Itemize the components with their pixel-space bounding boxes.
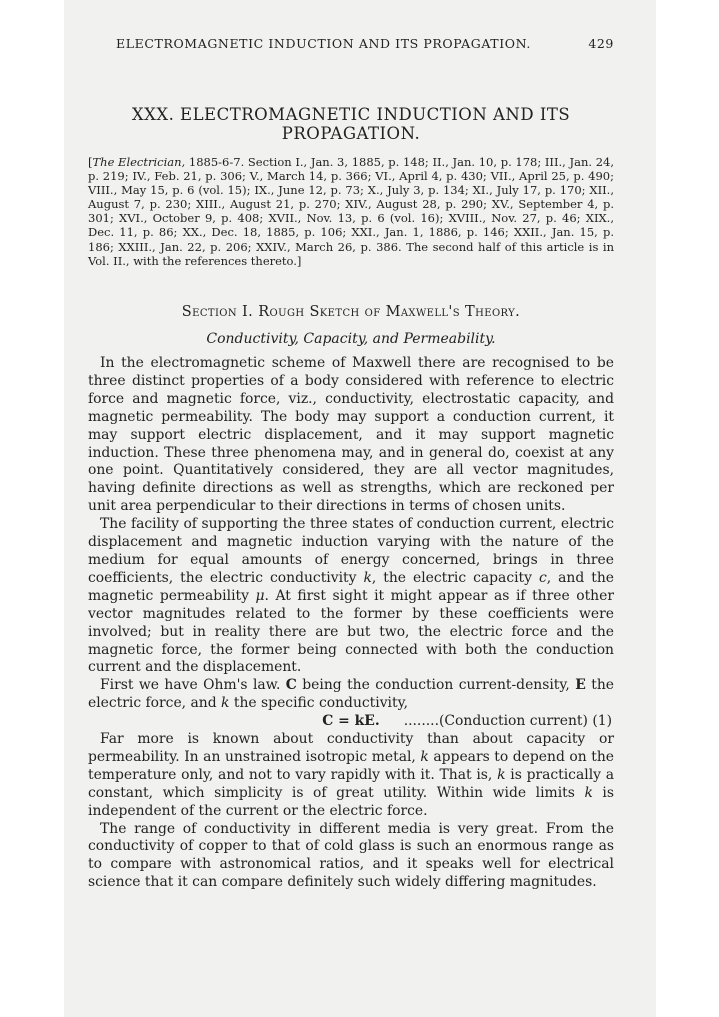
references-text: 1885-6-7. Section I., Jan. 3, 1885, p. 148; II., Jan. 10, p. 178; III., Jan. 24, p. 219; IV., Feb. 21, p. 306; V., March 14, p. 366; VI., April 4, p. 430; VII., April 25, p. 490; VIII., May 15, p. 6 (vol. 15); IX., June 12, p. 73; X., July 3, p. 134; XI., July 17, p. 170; XII., August 7, p. 230; XIII., August 21, p. 270; XIV., August 28, p. 290; XV., September 4, p. 301; XVI., October 9, p. 408; XVII., Nov. 13, p. 6 (vol. 16); XVIII., Nov. 27, p. 46; XIX., Dec. 11, p. 86; XX., Dec. 18, 1885, p. 106; XXI., Jan. 1, 1886, p. 146; XXII., Jan. 15, p. 186; XXIII., Jan. 22, p. 206; XXIV., March 26, p. 386. The second half of this article is in Vol. II., with the references thereto.] xyxy=(88,155,614,268)
paragraph-2: The facility of supporting the three states of conduction current, electric displacement and magnetic induction varying with the nature of the medium for equal amounts of energy concerned, brings in three coefficients, the electric conductivity k, the electric capacity c, and the magnetic permeability μ. At first sight it might appear as if three other vector magnitudes related to the former by these coefficients were involved; but in reality there are but two, the electric force and the magnetic force, the former being connected with both the conduction current and the displacement. xyxy=(88,516,614,676)
paragraph-5: The range of conductivity in different media is very great. From the conductivity of copper to that of cold glass is such an enormous range as to compare with astronomical ratios, and it speaks well for electrical science that it can compare definitely such widely differing magnitudes. xyxy=(88,820,614,891)
section-heading: Section I. Rough Sketch of Maxwell's Theory. xyxy=(181,304,521,320)
article-title-line1: XXX. ELECTROMAGNETIC INDUCTION AND ITS xyxy=(131,105,571,124)
page-number: 429 xyxy=(588,36,614,51)
body-text xyxy=(88,355,614,892)
paragraph-3: First we have Ohm's law. C being the conduction current-density, E the electric force, and k the specific conductivity, xyxy=(88,677,614,712)
references-note: [The Electrician, 1885-6-7. Section I., Jan. 3, 1885, p. 148; II., Jan. 10, p. 178; III., Jan. 24, p. 219; IV., Feb. 21, p. 306; V., March 14, p. 366; VI., April 4, p. 430; VII., April 25, p. 490; VIII., May 15, p. 6 (vol. 15); IX., June 12, p. 73; X., July 3, p. 134; XI., July 17, p. 170; XII., August 7, p. 230; XIII., August 21, p. 270; XIV., August 28, p. 290; XV., September 4, p. 301; XVI., October 9, p. 408; XVII., Nov. 13, p. 6 (vol. 16); XVIII., Nov. 27, p. 46; XIX., Dec. 11, p. 86; XX., Dec. 18, 1885, p. 106; XXI., Jan. 1, 1886, p. 146; XXII., Jan. 15, p. 186; XXIII., Jan. 22, p. 206; XXIV., March 26, p. 386. The second half of this article is in Vol. II., with the references thereto.] xyxy=(88,155,614,268)
paragraph-4: Far more is known about conductivity than about capacity or permeability. In an unstrained isotropic metal, k appears to depend on the temperature only, and not to vary rapidly with it. That is, k is practically a constant, which simplicity is of great utility. Within wide limits k is independent of the current or the electric force. xyxy=(88,731,615,819)
running-head xyxy=(88,36,614,56)
article-title-line2: PROPAGATION. xyxy=(281,124,421,143)
article-title xyxy=(88,105,614,143)
journal-name: The Electrician, xyxy=(92,155,186,169)
running-head-title: ELECTROMAGNETIC INDUCTION AND ITS PROPAGATION. xyxy=(116,36,531,51)
equation-1-label: ........(Conduction current) (1) xyxy=(403,713,612,730)
equation-1 xyxy=(88,713,614,731)
section-subheading: Conductivity, Capacity, and Permeability. xyxy=(206,331,496,347)
equation-1-formula: C = kE. xyxy=(322,713,380,730)
paragraph-1: In the electromagnetic scheme of Maxwell there are recognised to be three distinct properties of a body considered with reference to electric force and magnetic force, viz., conductivity, electrostatic capacity, and magnetic permeability. The body may support a conduction current, it may support electric displacement, and it may support magnetic induction. These three phenomena may, and in general do, coexist at any one point. Quantitatively considered, they are all vector magnitudes, having definite directions as well as strengths, which are reckoned per unit area perpendicular to their directions in terms of chosen units. xyxy=(88,355,614,515)
